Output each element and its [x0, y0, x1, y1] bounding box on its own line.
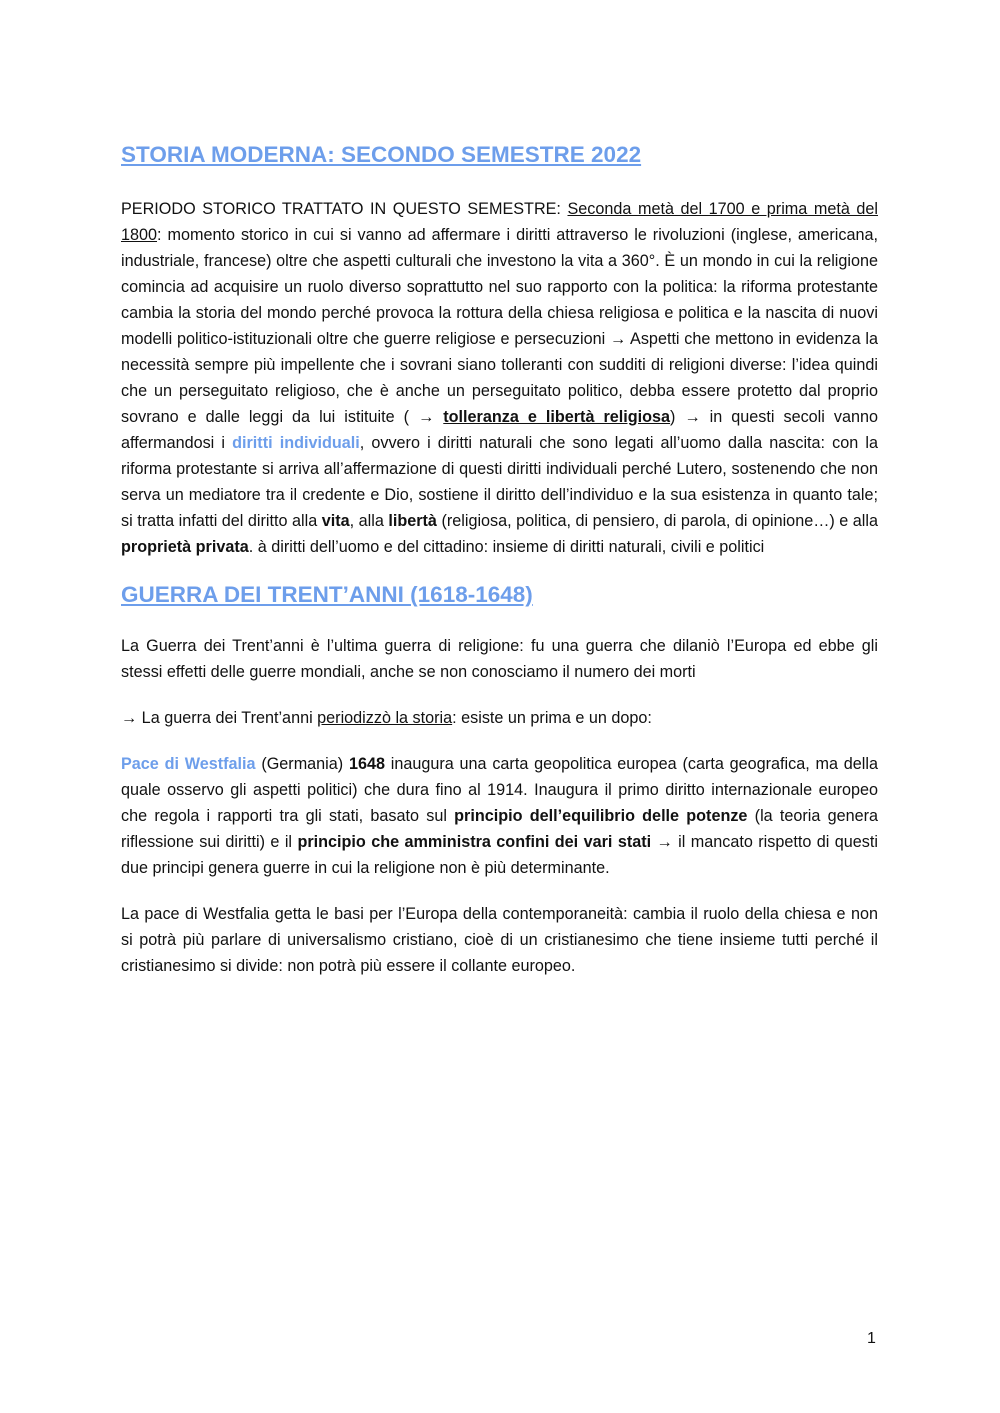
individual-rights-term: diritti individuali: [232, 434, 360, 452]
westphalia-text-4: → il mancato rispetto di questi due principi genera guerre in cui la religione non è più determinante.: [121, 833, 878, 877]
westphalia-paragraph: [121, 751, 878, 881]
period-range: Seconda metà del 1700 e prima metà del 1800: [121, 200, 878, 244]
periodization-term: periodizzò la storia: [317, 709, 453, 727]
balance-principle: principio dell’equilibrio delle potenze: [454, 807, 748, 825]
year-1648: 1648: [348, 755, 385, 773]
westphalia-text-3: (la teoria genera riflessione sui diritti) e il: [121, 807, 879, 851]
westphalia-text: (Germania): [255, 755, 349, 773]
intro-text-2: ) → in questi secoli vanno affermandosi i: [121, 408, 878, 452]
intro-text-3: , ovvero i diritti naturali che sono legati all’uomo dalla nascita: con la riforma protestante si arriva all’affermazione di questi diritti individuali perché Lutero, sostenendo che non serva un mediatore tra il credente e Dio, sostiene il diritto dell’individuo e la sua esistenza in quanto tale; si tratta infatti del diritto alla: [121, 434, 878, 530]
periodization-paragraph: [121, 705, 878, 731]
periodization-text: → La guerra dei Trent’anni: [121, 709, 318, 727]
property-term: proprietà privata: [121, 538, 249, 556]
intro-text: : momento storico in cui si vanno ad affermare i diritti attraverso le rivoluzioni (inglese, americana, industriale, francese) oltre che aspetti culturali che investono la vita a 360°. È un mondo in cui la religione comincia ad acquisire un ruolo diverso soprattutto nel suo rapporto con la politica: la riforma protestante cambia la storia del mondo perché provoca la rottura della chiesa religiosa e politica e la nascita di nuovi modelli politico-istituzionali oltre che guerre religiose e persecuzioni → Aspetti che mettono in evidenza la necessità sempre più impellente che i sovrani siano tolleranti con sudditi di religioni diverse: l’idea quindi che un perseguitato religioso, che è anche un perseguitato politico, debba essere protetto dal proprio sovrano e dalle leggi da lui istituite ( →: [121, 226, 878, 426]
intro-text-4: , alla: [349, 512, 389, 530]
page-title: STORIA MODERNA: SECONDO SEMESTRE 2022: [121, 142, 642, 167]
freedom-term: libertà: [388, 512, 437, 530]
period-label: PERIODO STORICO TRATTATO IN QUESTO SEMESTRE:: [121, 200, 568, 218]
section-heading: GUERRA DEI TRENT’ANNI (1618-1648): [121, 582, 533, 607]
westphalia-term: Pace di Westfalia: [121, 755, 256, 773]
life-term: vita: [321, 512, 350, 530]
periodization-text-2: : esiste un prima e un dopo:: [452, 709, 652, 727]
intro-text-5: (religiosa, politica, di pensiero, di parola, di opinione…) e alla: [436, 512, 878, 530]
page-number: 1: [867, 1330, 876, 1347]
intro-paragraph: [121, 196, 878, 560]
tolerance-term: tolleranza e libertà religiosa: [443, 408, 671, 426]
intro-text-6: . à diritti dell’uomo e del cittadino: insieme di diritti naturali, civili e politici: [248, 538, 765, 556]
westphalia-text-2: inaugura una carta geopolitica europea (carta geografica, ma della quale osservo gli aspetti politici) che dura fino al 1914. Inaugura il primo diritto internazionale europeo che regola i rapporti tra gli stati, basato sul: [121, 755, 878, 825]
contemporaneity-paragraph: La pace di Westfalia getta le basi per l’Europa della contemporaneità: cambia il ruolo della chiesa e non si potrà più parlare di universalismo cristiano, cioè di un cristianesimo che tiene insieme tutti perché il cristianesimo si divide: non potrà più essere il collante europeo.: [121, 905, 878, 975]
war-paragraph: La Guerra dei Trent’anni è l’ultima guerra di religione: fu una guerra che dilaniò l’Europa ed ebbe gli stessi effetti delle guerre mondiali, anche se non conosciamo il numero dei morti: [121, 637, 878, 681]
borders-principle: principio che amministra confini dei vari stati: [297, 833, 652, 851]
document-page: [121, 140, 878, 999]
